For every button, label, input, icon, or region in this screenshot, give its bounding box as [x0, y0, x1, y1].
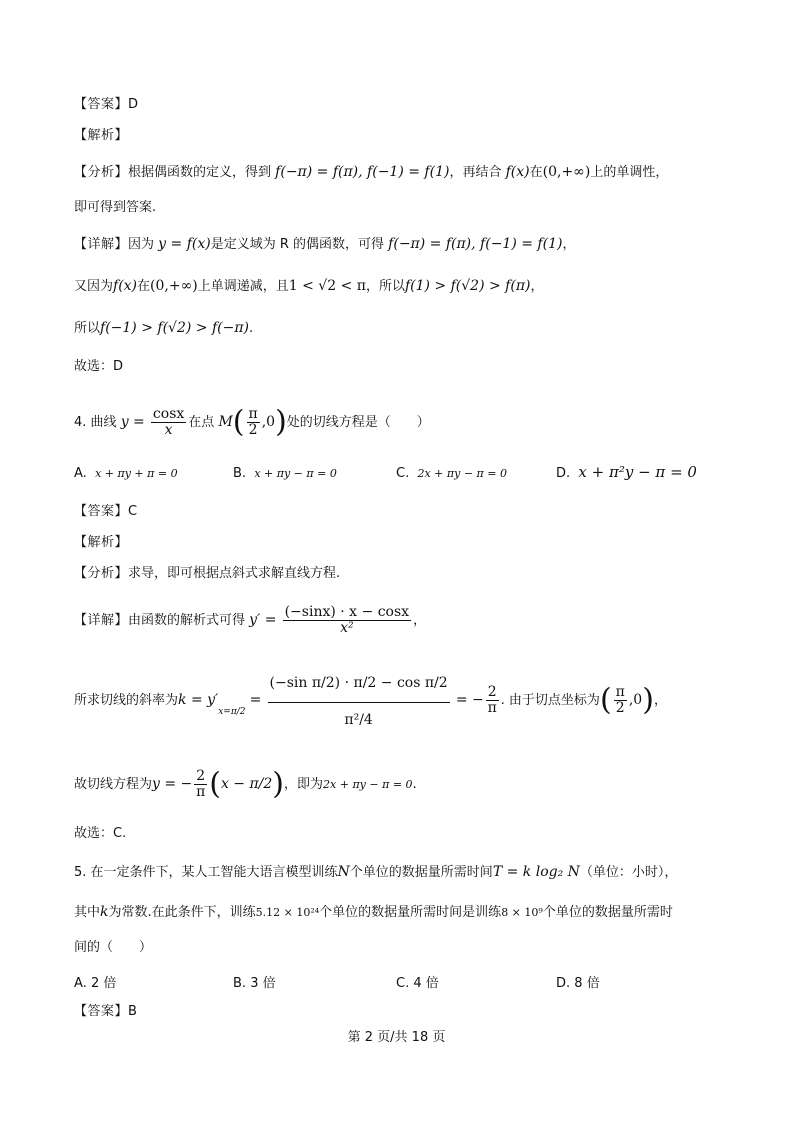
q4-answer-line: 【答案】C — [74, 504, 138, 519]
q4-option-d: D. x + π²y − π = 0 — [556, 463, 697, 481]
q5-answer-line: 【答案】B — [74, 1004, 137, 1019]
fraction: $\frac{\cos x}{x}$ — [152, 406, 185, 438]
q5-stem-line2: 其中k为常数.在此条件下，训练5.12 × 10²⁴个单位的数据量所需时间是训练8 × 10⁹个单位的数据量所需时 — [74, 904, 673, 920]
q3-answer-line — [74, 95, 138, 115]
q3-xiangjie-line1: 【详解】因为 y = f(x)是定义域为 R 的偶函数，可得 f(−π) = f(π), f(−1) = f(1)， — [74, 236, 576, 252]
q4-choice: 故选：C. — [74, 826, 127, 841]
fraction: $\frac{\pi}{2}$ — [615, 684, 625, 716]
q3-xiangjie-line3: 所以f(−1) > f(√2) > f(−π). — [74, 320, 254, 336]
q5-option-c: C. 4 倍 — [396, 976, 439, 991]
q4-xiangjie-line1: 【详解】由函数的解析式可得 y′ = $\frac{(-\sin x) \cdot x - \cos x}{\text{x²}}$ ， — [74, 604, 427, 636]
fraction: $\frac{\pi}{2}$ — [248, 406, 258, 438]
answer-value: D — [128, 97, 139, 112]
q4-option-b: B. x + πy − π = 0 — [233, 466, 337, 481]
q4-option-a: A. x + πy + π = 0 — [74, 466, 178, 481]
q4-fenxi: 【分析】求导，即可根据点斜式求解直线方程. — [74, 566, 341, 581]
q4-option-c: C. 2x + πy − π = 0 — [396, 466, 507, 481]
fraction: $\frac{\text{(−sin π/2) · π/2 − cos π/2}}{\text{π²/4}}$ — [268, 664, 450, 737]
q4-stem: 4. 曲线 y = $\frac{\cos x}{x}$ 在点 M( $\frac{\pi}{2}$ ,0)处的切线方程是（ ） — [74, 404, 430, 440]
page-footer: 第 2 页/共 18 页 — [347, 1030, 446, 1045]
fraction: $\frac{2}{\pi}$ — [196, 768, 206, 800]
q5-stem-line3: 间的（ ） — [74, 940, 153, 955]
q4-xiangjie-line3: 故切线方程为y = − $\frac{2}{\pi}$ (x − π/2)，即为2x + πy − π = 0. — [74, 766, 417, 802]
q3-fenxi-line2: 即可得到答案. — [74, 200, 157, 215]
q4-analysis-tag: 【解析】 — [74, 535, 129, 550]
q4-xiangjie-line2: 所求切线的斜率为$k = y'_{x=\pi/2}$ = $\frac{\text{(−sin π/2) · π/2 − cos π/2}}{\text{π²/4}}$ = − $\frac{2}{\pi}$ . 由于切点坐标为( $\frac{\pi}{2}$ ,0)， — [74, 660, 667, 752]
q5-option-b: B. 3 倍 — [233, 976, 276, 991]
q3-fenxi-line1: 【分析】根据偶函数的定义，得到 f(−π) = f(π), f(−1) = f(1)，再结合 f(x)在(0,+∞)上的单调性， — [74, 164, 669, 180]
answer-tag: 【答案】 — [74, 97, 129, 112]
q3-xiangjie-line2: 又因为f(x)在(0,+∞)上单调递减，且1 < √2 < π，所以f(1) > f(√2) > f(π)， — [74, 278, 544, 294]
q3-choice: 故选：D — [74, 359, 124, 374]
q5-option-d: D. 8 倍 — [556, 976, 600, 991]
fraction: $\frac{(-\sin x) \cdot x - \cos x}{\text{x²}}$ — [284, 604, 410, 636]
q3-analysis-tag: 【解析】 — [74, 128, 129, 143]
q5-stem-line1: 5. 在一定条件下，某人工智能大语言模型训练N个单位的数据量所需时间T = k log₂ N（单位：小时）， — [74, 864, 678, 880]
q5-option-a: A. 2 倍 — [74, 976, 117, 991]
fraction: $\frac{2}{\pi}$ — [487, 684, 497, 716]
